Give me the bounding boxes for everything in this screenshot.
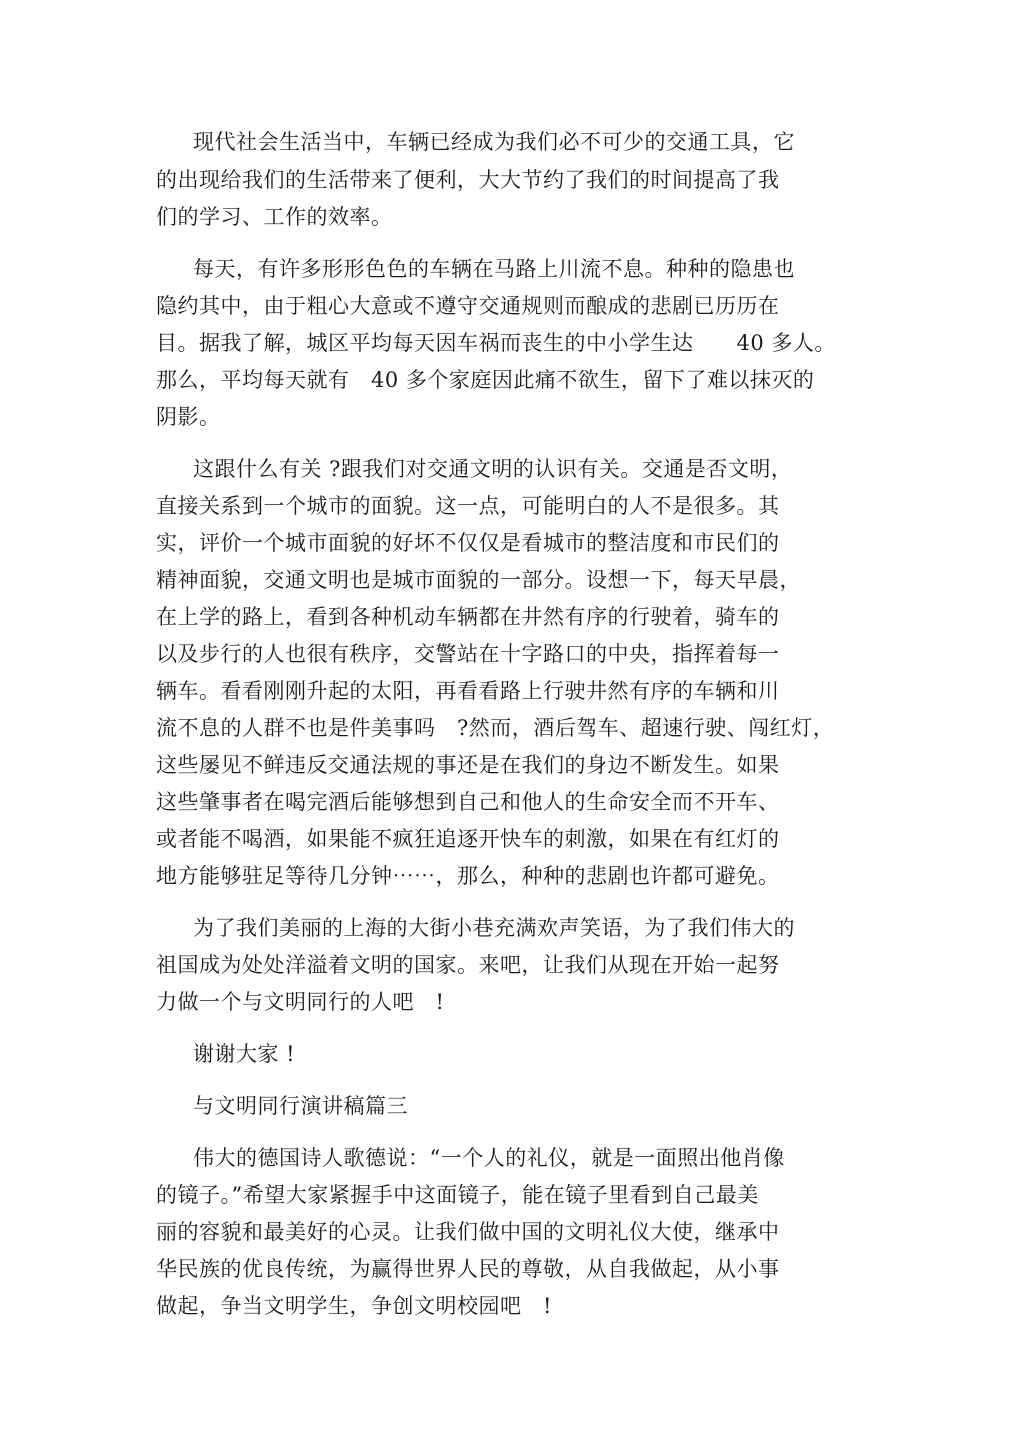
- paragraph-line: 丽的容貌和最美好的心灵。让我们做中国的文明礼仪大使，继承中: [156, 1220, 780, 1244]
- paragraph-line: 地方能够驻足等待几分钟⋯⋯，那么，种种的悲剧也许都可避免。: [156, 864, 780, 888]
- paragraph-line: 以及步行的人也很有秩序，交警站在十字路口的中央，指挥着每一: [156, 642, 780, 666]
- paragraph-line: 的镜子。”希望大家紧握手中这面镜子，能在镜子里看到自己最美: [156, 1183, 759, 1207]
- paragraph-line: 这些屡见不鲜违反交通法规的事还是在我们的身边不断发生。如果: [156, 753, 780, 777]
- paragraph-line: 们的学习、工作的效率。: [156, 205, 393, 229]
- paragraph-line: 现代社会生活当中，车辆已经成为我们必不可少的交通工具，它: [193, 130, 795, 154]
- paragraph-line: 祖国成为处处洋溢着文明的国家。来吧，让我们从现在开始一起努: [156, 953, 780, 977]
- paragraph-line: 辆车。看看刚刚升起的太阳，再看看路上行驶井然有序的车辆和川: [156, 679, 780, 703]
- paragraph-line: 谢谢大家 !: [193, 1042, 296, 1066]
- paragraph-line: 直接关系到一个城市的面貌。这一点，可能明白的人不是很多。其: [156, 494, 780, 518]
- paragraph-line: 华民族的优良传统，为赢得世界人民的尊敬，从自我做起，从小事: [156, 1257, 780, 1281]
- paragraph-line: 那么，平均每天就有 40 多个家庭因此痛不欲生，留下了难以抹灭的: [156, 368, 815, 392]
- paragraph-line: 精神面貌，交通文明也是城市面貌的一部分。设想一下，每天早晨，: [156, 568, 801, 592]
- section-heading: 与文明同行演讲稿篇三: [193, 1094, 408, 1118]
- paragraph-line: 流不息的人群不也是件美事吗 ?然而，酒后驾车、超速行驶、闯红灯，: [156, 716, 835, 740]
- paragraph-line: 实，评价一个城市面貌的好坏不仅仅是看城市的整洁度和市民们的: [156, 531, 780, 555]
- paragraph-line: 阴影。: [156, 405, 221, 429]
- paragraph-line: 为了我们美丽的上海的大街小巷充满欢声笑语，为了我们伟大的: [193, 916, 795, 940]
- paragraph-line: 力做一个与文明同行的人吧 !: [156, 990, 445, 1014]
- paragraph-line: 这些肇事者在喝完酒后能够想到自己和他人的生命安全而不开车、: [156, 790, 780, 814]
- paragraph-line: 或者能不喝酒，如果能不疯狂追逐开快车的刺激，如果在有红灯的: [156, 827, 780, 851]
- paragraph-line: 在上学的路上，看到各种机动车辆都在井然有序的行驶着，骑车的: [156, 605, 780, 629]
- paragraph-line: 的出现给我们的生活带来了便利，大大节约了我们的时间提高了我: [156, 168, 780, 192]
- paragraph-line: 这跟什么有关 ?跟我们对交通文明的认识有关。交通是否文明，: [193, 457, 793, 481]
- paragraph-line: 每天，有许多形形色色的车辆在马路上川流不息。种种的隐患也: [193, 257, 795, 281]
- paragraph-line: 隐约其中，由于粗心大意或不遵守交通规则而酿成的悲剧已历历在: [156, 294, 780, 318]
- paragraph-line: 目。据我了解，城区平均每天因车祸而丧生的中小学生达 40 多人。: [156, 331, 836, 355]
- paragraph-line: 伟大的德国诗人歌德说：“一个人的礼仪，就是一面照出他肖像: [193, 1146, 785, 1170]
- paragraph-line: 做起，争当文明学生，争创文明校园吧 !: [156, 1294, 552, 1318]
